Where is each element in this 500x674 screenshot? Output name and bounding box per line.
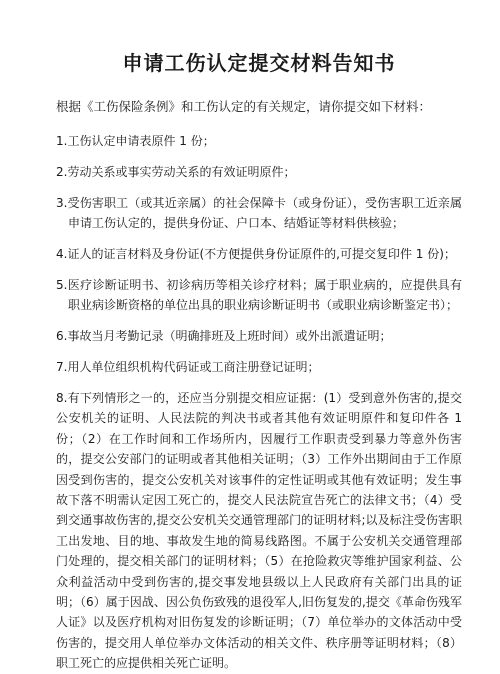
document-title: 申请工伤认定提交材料告知书 <box>122 51 396 75</box>
materials-list <box>56 131 462 674</box>
list-item: 4.证人的证言材料及身份证(不方便提供身份证原件的,可提交复印件 1 份)； <box>56 247 456 261</box>
list-item: 1.工伤认定申请表原件 1 份； <box>56 134 215 148</box>
list-item: 7.用人单位组织机构代码证或工商注册登记证明； <box>56 360 320 374</box>
list-item: 5.医疗诊断证明书、初诊病历等相关诊疗材料；属于职业病的，应提供具有职业病诊断资格的单位出具的职业病诊断证明书（或职业病诊断鉴定书）； <box>56 278 462 312</box>
list-item: 2.劳动关系或事实劳动关系的有效证明原件； <box>56 165 296 179</box>
list-item: 3.受伤害职工（或其近亲属）的社会保障卡（或身份证），受伤害职工近亲属申请工伤认定的，提供身份证、户口本、结婚证等材料供核验； <box>56 196 462 230</box>
list-item: 8.有下列情形之一的，还应当分别提交相应证据：(1）受到意外伤害的,提交公安机关的证明、人民法院的判决书或者其他有效证明原件和复印件各 1 份；（2）在工作时间和工作场所内，因履行工作职责受到暴力等意外伤害的，提交公安部门的证明或者其他相关证明；（3）工作外出期间由于工作原因受到伤害的，提交公安机关对该事件的定性证明或其他有效证明；发生事故下落不明需认定因工死亡的，提交人民法院宣告死亡的法律文书；（4）受到交通事故伤害的,提交公安机关交通管理部门的证明材料;以及标注受伤害职工出发地、目的地、事故发生地的简易线路图。不属于公安机关交通管理部门处理的，提交相关部门的证明材料；（5）在抢险救灾等维护国家利益、公众利益活动中受到伤害的,提交事发地县级以上人民政府有关部门出具的证明；（6）属于因战、因公负伤致残的退役军人,旧伤复发的,提交《革命伤残军人证》以及医疗机构对旧伤复发的诊断证明；（7）单位举办的文体活动中受伤害的，提交用人单位举办文体活动的相关文件、秩序册等证明材料；（8）职工死亡的应提供相关死亡证明。 <box>56 391 462 671</box>
list-item: 6.事故当月考勤记录（明确排班及上班时间）或外出派遣证明； <box>56 329 392 343</box>
intro-paragraph: 根据《工伤保险条例》和工伤认定的有关规定，请你提交如下材料： <box>56 99 432 114</box>
